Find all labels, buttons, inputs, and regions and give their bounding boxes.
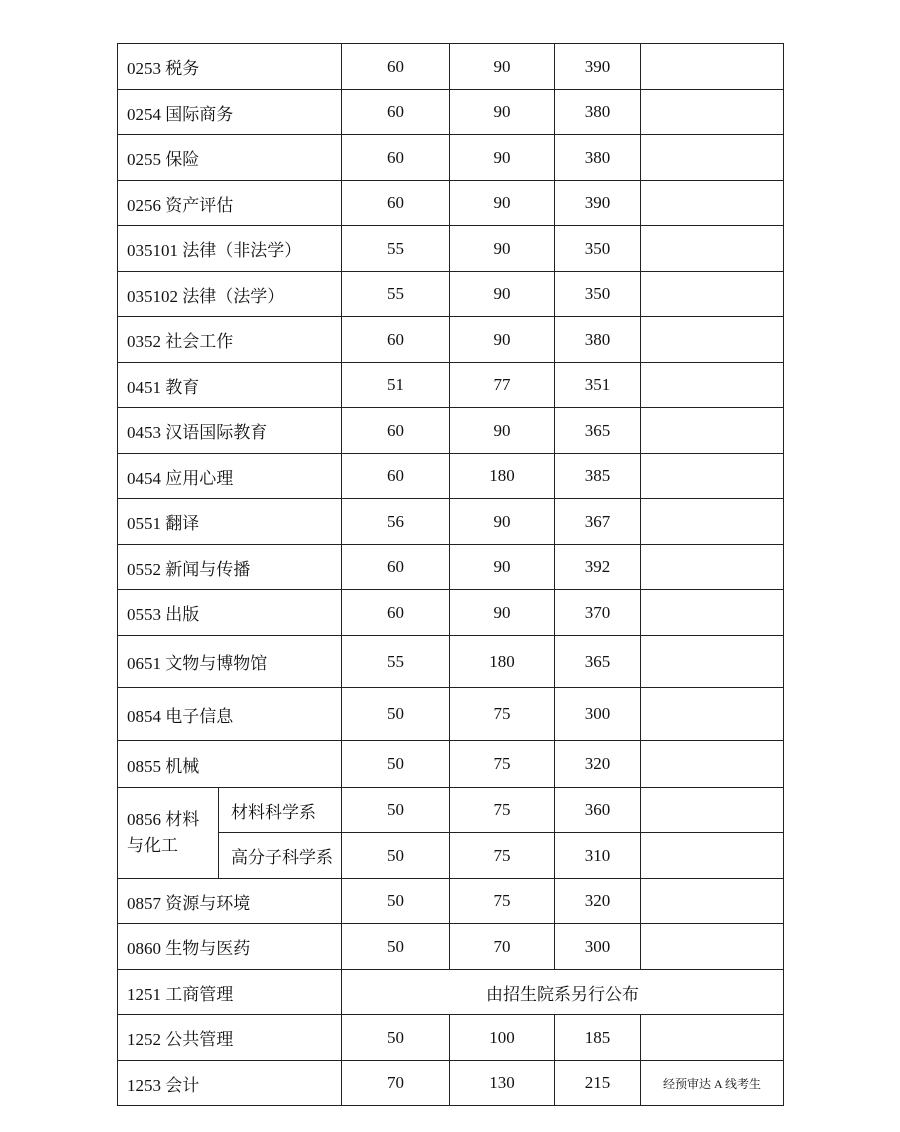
- program-name: 0253 税务: [118, 44, 342, 90]
- remark-cell: [641, 317, 784, 363]
- program-name: 0553 出版: [118, 590, 342, 636]
- table-row: [118, 590, 784, 636]
- total-score: 392: [555, 545, 641, 590]
- table-row: [118, 90, 784, 135]
- remark-cell: [641, 590, 784, 636]
- single-subject-score: 60: [342, 44, 450, 90]
- multi-subject-score: 77: [450, 363, 555, 408]
- table-row: [118, 545, 784, 590]
- total-score: 320: [555, 741, 641, 788]
- table-row: [118, 181, 784, 226]
- total-score: 365: [555, 408, 641, 454]
- single-subject-score: 60: [342, 181, 450, 226]
- total-score: 367: [555, 499, 641, 545]
- announcement-note: 由招生院系另行公布: [342, 970, 784, 1015]
- total-score: 300: [555, 688, 641, 741]
- program-name: 0255 保险: [118, 135, 342, 181]
- single-subject-score: 60: [342, 135, 450, 181]
- total-score: 380: [555, 317, 641, 363]
- multi-subject-score: 90: [450, 226, 555, 272]
- multi-subject-score: 90: [450, 408, 555, 454]
- program-name: 0453 汉语国际教育: [118, 408, 342, 454]
- remark-cell: [641, 272, 784, 317]
- single-subject-score: 60: [342, 408, 450, 454]
- multi-subject-score: 180: [450, 636, 555, 688]
- program-name: 035101 法律（非法学）: [118, 226, 342, 272]
- program-group-name-line1: 0856 材料: [127, 810, 200, 829]
- single-subject-score: 60: [342, 317, 450, 363]
- total-score: 380: [555, 90, 641, 135]
- remark-cell: [641, 454, 784, 499]
- total-score: 370: [555, 590, 641, 636]
- table-row: [118, 688, 784, 741]
- program-name: 0651 文物与博物馆: [118, 636, 342, 688]
- single-subject-score: 55: [342, 226, 450, 272]
- program-name: 0552 新闻与传播: [118, 545, 342, 590]
- multi-subject-score: 90: [450, 181, 555, 226]
- table-row: [118, 924, 784, 970]
- remark-cell: [641, 741, 784, 788]
- multi-subject-score: 90: [450, 590, 555, 636]
- multi-subject-score: 75: [450, 688, 555, 741]
- table-row: [118, 879, 784, 924]
- table-row: [118, 408, 784, 454]
- remark-cell: [641, 879, 784, 924]
- table-row: [118, 970, 784, 1015]
- single-subject-score: 70: [342, 1061, 450, 1106]
- program-name: 0855 机械: [118, 741, 342, 788]
- multi-subject-score: 75: [450, 833, 555, 879]
- single-subject-score: 60: [342, 454, 450, 499]
- multi-subject-score: 75: [450, 879, 555, 924]
- total-score: 390: [555, 44, 641, 90]
- score-table: [117, 43, 784, 1106]
- single-subject-score: 55: [342, 636, 450, 688]
- table-row: [118, 226, 784, 272]
- program-name: 1251 工商管理: [118, 970, 342, 1015]
- program-name: 0352 社会工作: [118, 317, 342, 363]
- total-score: 185: [555, 1015, 641, 1061]
- program-name: 0254 国际商务: [118, 90, 342, 135]
- total-score: 365: [555, 636, 641, 688]
- remark-cell: [641, 688, 784, 741]
- total-score: 350: [555, 272, 641, 317]
- program-name: 035102 法律（法学）: [118, 272, 342, 317]
- remark-cell: [641, 135, 784, 181]
- remark-cell: [641, 44, 784, 90]
- program-name: 0860 生物与医药: [118, 924, 342, 970]
- multi-subject-score: 75: [450, 741, 555, 788]
- multi-subject-score: 75: [450, 788, 555, 833]
- remark-cell: [641, 1015, 784, 1061]
- multi-subject-score: 90: [450, 90, 555, 135]
- multi-subject-score: 70: [450, 924, 555, 970]
- single-subject-score: 50: [342, 924, 450, 970]
- program-group-name: [118, 788, 219, 879]
- remark-cell: [641, 924, 784, 970]
- remark-cell: [641, 226, 784, 272]
- multi-subject-score: 90: [450, 44, 555, 90]
- table-row: [118, 499, 784, 545]
- total-score: 350: [555, 226, 641, 272]
- single-subject-score: 56: [342, 499, 450, 545]
- remark-cell: [641, 499, 784, 545]
- remark-cell: [641, 636, 784, 688]
- multi-subject-score: 130: [450, 1061, 555, 1106]
- table-row: [118, 1015, 784, 1061]
- table-row: [118, 272, 784, 317]
- table-row: [118, 363, 784, 408]
- single-subject-score: 60: [342, 590, 450, 636]
- total-score: 310: [555, 833, 641, 879]
- multi-subject-score: 90: [450, 545, 555, 590]
- single-subject-score: 50: [342, 879, 450, 924]
- total-score: 351: [555, 363, 641, 408]
- program-name: 0256 资产评估: [118, 181, 342, 226]
- table-row: [118, 1061, 784, 1106]
- single-subject-score: 55: [342, 272, 450, 317]
- total-score: 380: [555, 135, 641, 181]
- total-score: 215: [555, 1061, 641, 1106]
- remark-note: 经预审达 A 线考生: [641, 1061, 784, 1106]
- remark-cell: [641, 545, 784, 590]
- program-name: 0857 资源与环境: [118, 879, 342, 924]
- single-subject-score: 60: [342, 90, 450, 135]
- total-score: 320: [555, 879, 641, 924]
- single-subject-score: 50: [342, 833, 450, 879]
- remark-cell: [641, 90, 784, 135]
- program-name: 0854 电子信息: [118, 688, 342, 741]
- remark-cell: [641, 833, 784, 879]
- table-row: [118, 741, 784, 788]
- single-subject-score: 60: [342, 545, 450, 590]
- multi-subject-score: 180: [450, 454, 555, 499]
- single-subject-score: 50: [342, 1015, 450, 1061]
- table-row: [118, 317, 784, 363]
- total-score: 300: [555, 924, 641, 970]
- remark-cell: [641, 181, 784, 226]
- single-subject-score: 50: [342, 741, 450, 788]
- single-subject-score: 50: [342, 688, 450, 741]
- multi-subject-score: 100: [450, 1015, 555, 1061]
- table-row: [118, 135, 784, 181]
- multi-subject-score: 90: [450, 135, 555, 181]
- program-name: 0454 应用心理: [118, 454, 342, 499]
- department-name: 高分子科学系: [219, 833, 342, 879]
- table-row: [118, 454, 784, 499]
- multi-subject-score: 90: [450, 499, 555, 545]
- remark-cell: [641, 788, 784, 833]
- program-name: 0551 翻译: [118, 499, 342, 545]
- total-score: 360: [555, 788, 641, 833]
- program-group-name-line2: 与化工: [127, 836, 178, 855]
- multi-subject-score: 90: [450, 317, 555, 363]
- single-subject-score: 51: [342, 363, 450, 408]
- department-name: 材料科学系: [219, 788, 342, 833]
- multi-subject-score: 90: [450, 272, 555, 317]
- table-row: [118, 788, 784, 833]
- total-score: 385: [555, 454, 641, 499]
- remark-cell: [641, 363, 784, 408]
- program-name: 1252 公共管理: [118, 1015, 342, 1061]
- table-row: [118, 44, 784, 90]
- program-name: 0451 教育: [118, 363, 342, 408]
- table-row: [118, 636, 784, 688]
- total-score: 390: [555, 181, 641, 226]
- program-name: 1253 会计: [118, 1061, 342, 1106]
- remark-cell: [641, 408, 784, 454]
- single-subject-score: 50: [342, 788, 450, 833]
